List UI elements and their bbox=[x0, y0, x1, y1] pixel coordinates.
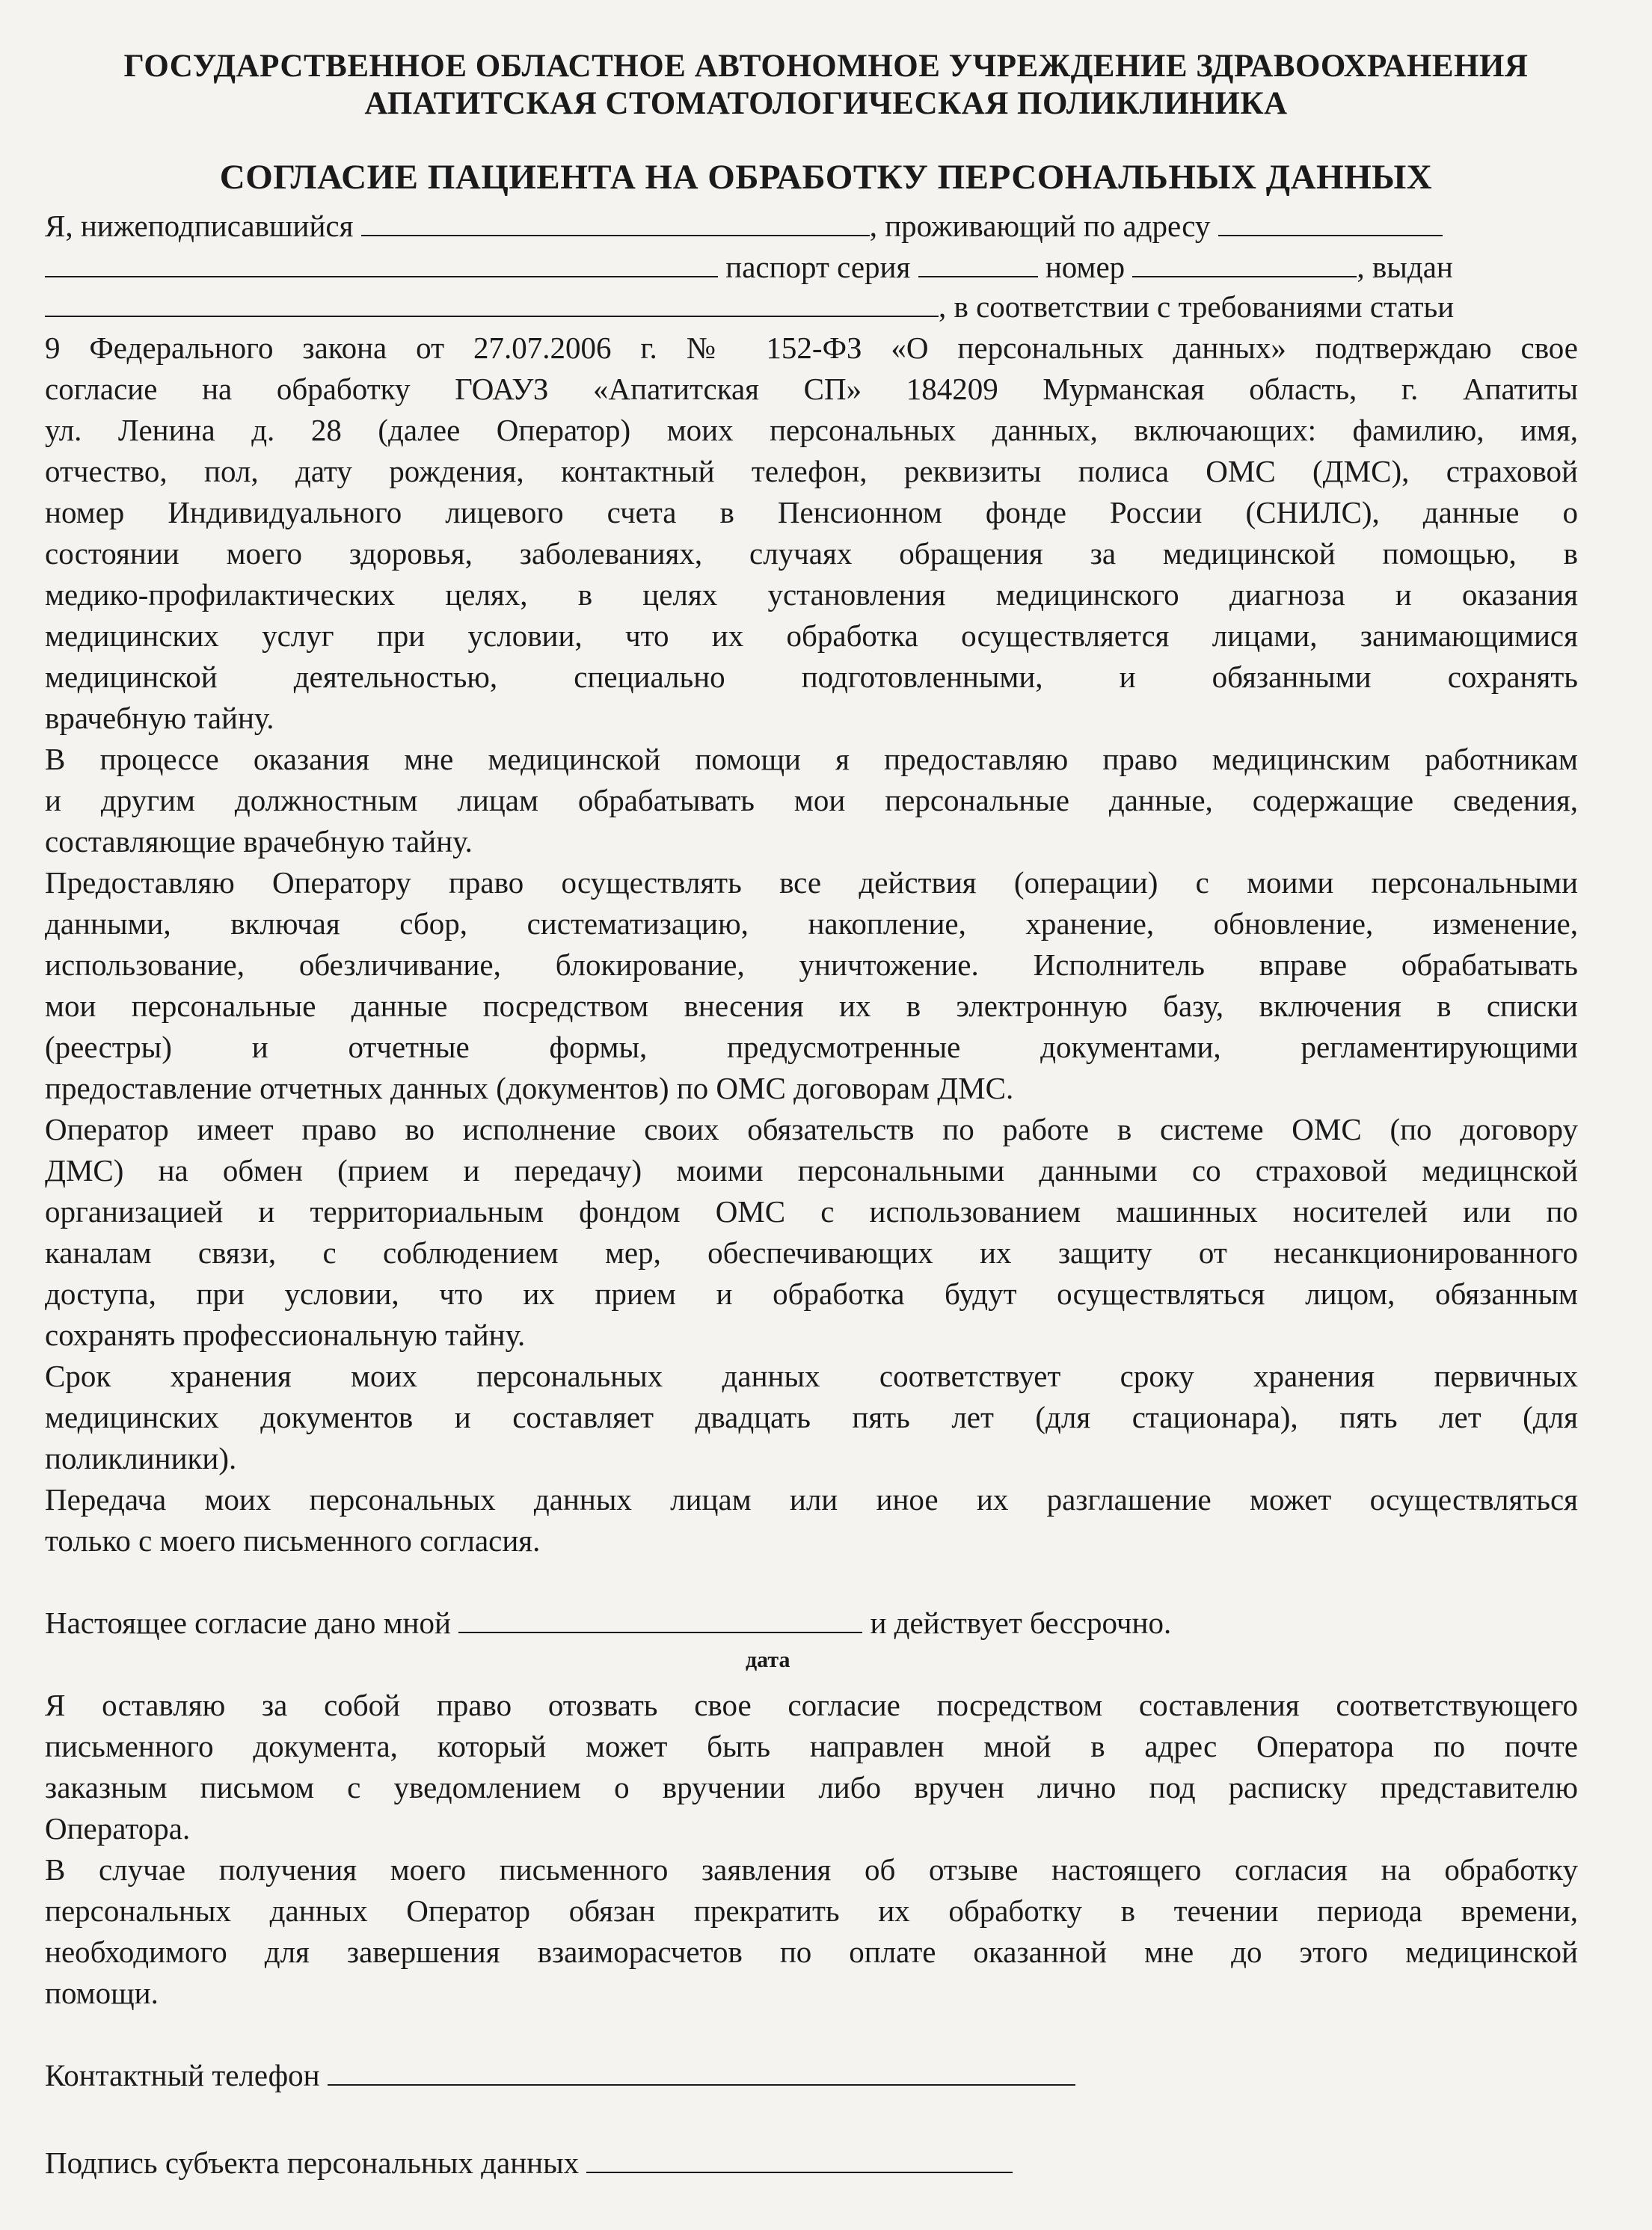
date-caption: дата bbox=[746, 1647, 790, 1672]
org-name-line1: ГОСУДАРСТВЕННОЕ ОБЛАСТНОЕ АВТОНОМНОЕ УЧРЕЖДЕНИЕ ЗДРАВООХРАНЕНИЯ bbox=[123, 49, 1529, 84]
intro-line-1 bbox=[45, 208, 1578, 244]
para1-line: состоянии моего здоровья, заболеваниях, случаях обращения за медицинской помощью, в bbox=[45, 536, 1578, 571]
para4-line: доступа, при условии, что их прием и обработка будут осуществляться лицом, обязанным bbox=[45, 1277, 1578, 1311]
full-name-field[interactable] bbox=[361, 209, 870, 236]
para5-line: Срок хранения моих персональных данных соответствует сроку хранения первичных bbox=[45, 1359, 1578, 1393]
para8-line: персональных данных Оператор обязан прекратить их обработку в течении периода времени, bbox=[45, 1893, 1578, 1928]
para4-line: организацией и территориальным фондом ОМС с использованием машинных носителей или по bbox=[45, 1194, 1578, 1229]
passport-number-field[interactable] bbox=[1132, 251, 1357, 277]
para1-line: отчество, пол, дату рождения, контактный телефон, реквизиты полиса ОМС (ДМС), страховой bbox=[45, 454, 1578, 488]
address-field-part2[interactable] bbox=[45, 251, 718, 277]
para4-line: каналам связи, с соблюдением мер, обеспечивающих их защиту от несанкционированного bbox=[45, 1235, 1578, 1270]
para6-line: Передача моих персональных данных лицам или иное их разглашение может осуществляться bbox=[45, 1482, 1578, 1517]
para5-line: медицинских документов и составляет двадцать пять лет (для стационара), пять лет (для bbox=[45, 1400, 1578, 1434]
org-name-line2: АПАТИТСКАЯ СТОМАТОЛОГИЧЕСКАЯ ПОЛИКЛИНИКА bbox=[364, 86, 1288, 121]
para2-line: В процессе оказания мне медицинской помощи я предоставляю право медицинским работникам bbox=[45, 742, 1578, 776]
consent-term-label: и действует бессрочно. bbox=[870, 1606, 1172, 1640]
para3-line: предоставление отчетных данных (документов) по ОМС договорам ДМС. bbox=[45, 1071, 1014, 1105]
para1-line: медико-профилактических целях, в целях установления медицинского диагноза и оказания bbox=[45, 577, 1578, 612]
para1-line: медицинской деятельностью, специально подготовленными, и обязанными сохранять bbox=[45, 660, 1578, 694]
para3-line: данными, включая сбор, систематизацию, накопление, хранение, обновление, изменение, bbox=[45, 906, 1578, 941]
para3-line: мои персональные данные посредством внесения их в электронную базу, включения в списки bbox=[45, 989, 1578, 1023]
document-title: СОГЛАСИЕ ПАЦИЕНТА НА ОБРАБОТКУ ПЕРСОНАЛЬНЫХ ДАННЫХ bbox=[219, 158, 1433, 197]
para4-line: ДМС) на обмен (прием и передачу) моими персональными данными со страховой медицнской bbox=[45, 1153, 1578, 1188]
phone-line bbox=[45, 2057, 1578, 2093]
signature-label: Подпись субъекта персональных данных bbox=[45, 2145, 580, 2180]
passport-series-label: паспорт серия bbox=[725, 250, 911, 284]
para6-line: только с моего письменного согласия. bbox=[45, 1523, 541, 1558]
para1-line: 9 Федерального закона от 27.07.2006 г. № 152-ФЗ «О персональных данных» подтверждаю свое bbox=[45, 331, 1578, 365]
para8-line: В случае получения моего письменного заявления об отзыве настоящего согласия на обработку bbox=[45, 1852, 1578, 1887]
para4-line: Оператор имеет право во исполнение своих обязательств по работе в системе ОМС (по договору bbox=[45, 1112, 1578, 1146]
para1-line: медицинских услуг при условии, что их обработка осуществляется лицами, занимающимися bbox=[45, 618, 1578, 653]
intro-law-label: , в соответствии с требованиями статьи bbox=[939, 289, 1455, 324]
para7-line: Я оставляю за собой право отозвать свое согласие посредством составления соответствующего bbox=[45, 1688, 1578, 1722]
signature-line bbox=[45, 2145, 1578, 2181]
para1-line: ул. Ленина д. 28 (далее Оператор) моих персональных данных, включающих: фамилию, имя, bbox=[45, 413, 1578, 447]
para7-line: заказным письмом с уведомлением о вручении либо вручен лично под расписку представителю bbox=[45, 1770, 1578, 1804]
para2-line: и другим должностным лицам обрабатывать мои персональные данные, содержащие сведения, bbox=[45, 783, 1578, 817]
phone-label: Контактный телефон bbox=[45, 2058, 320, 2092]
passport-number-label: номер bbox=[1045, 250, 1126, 284]
passport-issued-label: , выдан bbox=[1357, 250, 1453, 284]
intro-line-3 bbox=[45, 289, 1578, 325]
para3-line: использование, обезличивание, блокирование, уничтожение. Исполнитель вправе обрабатывать bbox=[45, 947, 1578, 982]
consent-date-field[interactable] bbox=[458, 1606, 862, 1633]
para3-line: (реестры) и отчетные формы, предусмотренные документами, регламентирующими bbox=[45, 1030, 1578, 1064]
para5-line: поликлиники). bbox=[45, 1441, 237, 1475]
passport-series-field[interactable] bbox=[918, 251, 1038, 277]
consent-date-line bbox=[45, 1605, 1578, 1641]
phone-field[interactable] bbox=[328, 2059, 1075, 2086]
consent-date-label: Настоящее согласие дано мной bbox=[45, 1606, 451, 1640]
intro-name-label: Я, нижеподписавшийся bbox=[45, 209, 354, 243]
para3-line: Предоставляю Оператору право осуществлять все действия (операции) с моими персональными bbox=[45, 865, 1578, 900]
intro-line-2 bbox=[45, 249, 1578, 285]
para7-line: Оператора. bbox=[45, 1811, 191, 1846]
para4-line: сохранять профессиональную тайну. bbox=[45, 1318, 526, 1352]
para1-line: врачебную тайну. bbox=[45, 701, 274, 735]
para1-line: номер Индивидуального лицевого счета в Пенсионном фонде России (СНИЛС), данные о bbox=[45, 495, 1578, 529]
signature-field[interactable] bbox=[586, 2146, 1013, 2173]
address-field-part1[interactable] bbox=[1218, 209, 1443, 236]
para1-line: согласие на обработку ГОАУЗ «Апатитская СП» 184209 Мурманская область, г. Апатиты bbox=[45, 372, 1578, 406]
para2-line: составляющие врачебную тайну. bbox=[45, 824, 473, 858]
passport-issued-by-field[interactable] bbox=[45, 290, 939, 317]
para8-line: необходимого для завершения взаиморасчетов по оплате оказанной мне до этого медицинской bbox=[45, 1935, 1578, 1969]
para8-line: помощи. bbox=[45, 1976, 159, 2010]
para7-line: письменного документа, который может быть направлен мной в адрес Оператора по почте bbox=[45, 1729, 1578, 1763]
intro-address-label: , проживающий по адресу bbox=[869, 209, 1211, 243]
